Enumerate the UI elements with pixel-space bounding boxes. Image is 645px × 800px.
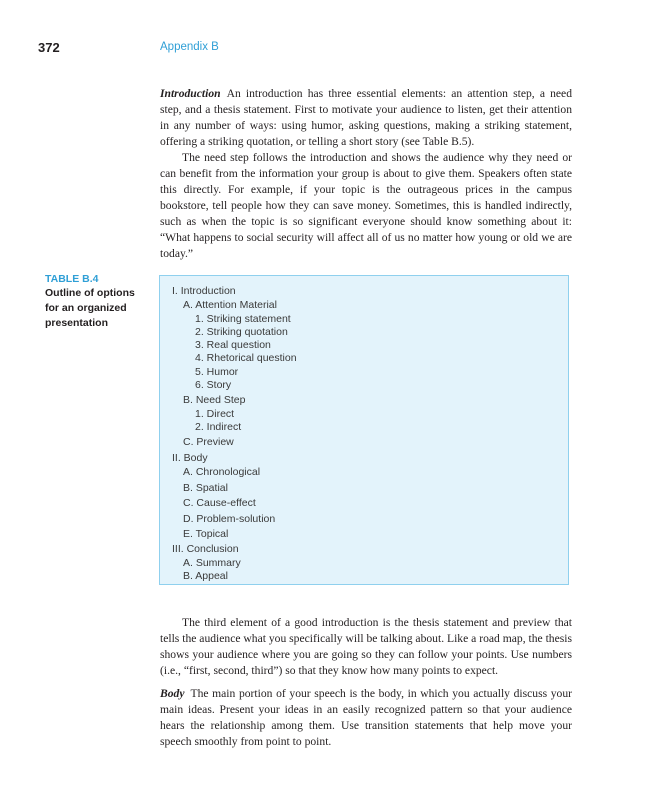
outline-item: B. Need Step (183, 394, 246, 406)
outline-item: 1. Striking statement (195, 313, 291, 325)
introduction-heading: Introduction (160, 87, 221, 100)
outline-item: 2. Indirect (195, 421, 242, 433)
introduction-section (160, 86, 572, 262)
outline-item: 1. Direct (195, 408, 235, 420)
body-paragraph (160, 686, 572, 750)
outline-item: II. Body (172, 452, 208, 464)
table-caption (45, 272, 150, 331)
outline-table (159, 275, 569, 585)
introduction-text: An introduction has three essential elements: an attention step, a need step, and a thesis statement. First to motivate your audience to listen, get their attention in any number of ways: using humor, asking questions, making a striking statement, offering a striking quotation, or telling a short story (see Table B.5). (160, 87, 572, 148)
outline-item: III. Conclusion (172, 543, 239, 555)
outline-item: D. Problem-solution (183, 513, 276, 525)
body-section (160, 686, 572, 750)
introduction-paragraph (160, 86, 572, 150)
outline-item: A. Attention Material (183, 299, 277, 311)
outline-item: B. Appeal (183, 570, 228, 582)
outline-item: I. Introduction (172, 285, 236, 297)
page-number: 372 (38, 40, 60, 55)
need-step-paragraph: The need step follows the introduction and shows the audience why they need or can benefit from the information your group is about to give them. Speakers often state this directly. For example, if your topic is the outrageous prices in the campus bookstore, tell people how they can save money. Sometimes, this is handled indirectly, such as when the topic is so significant everyone should know something about it: “What happens to social security will affect all of us no matter how young or old we are today.” (160, 151, 572, 260)
table-title: Outline of options for an organized presentation (45, 287, 135, 329)
outline-item: 2. Striking quotation (195, 326, 288, 338)
outline-item: 5. Humor (195, 366, 239, 378)
outline-item: 6. Story (195, 379, 232, 391)
outline-item: C. Preview (183, 436, 234, 448)
outline-item: A. Chronological (183, 466, 261, 478)
table-label: TABLE B.4 (45, 273, 99, 285)
running-head: Appendix B (160, 41, 219, 53)
thesis-section (160, 615, 572, 679)
outline-item: C. Cause-effect (183, 497, 256, 509)
thesis-paragraph: The third element of a good introduction is the thesis statement and preview that tells the audience what you specifically will be talking about. Like a road map, the thesis shows your audience where you are going so they can follow your points. Use numbers (i.e., “first, second, third”) so that they know how many points to expect. (160, 616, 572, 677)
outline-item: E. Topical (183, 528, 229, 540)
body-heading: Body (160, 687, 185, 700)
outline-item: 3. Real question (195, 339, 271, 351)
body-text: The main portion of your speech is the body, in which you actually discuss your main ideas. Present your ideas in an easily recognized pattern so that your audience hears the relationship among them. Use transition statements that help move your speech smoothly from point to point. (160, 687, 572, 748)
outline-item: 4. Rhetorical question (195, 352, 297, 364)
outline-item: B. Spatial (183, 482, 228, 494)
outline-item: A. Summary (183, 557, 241, 569)
